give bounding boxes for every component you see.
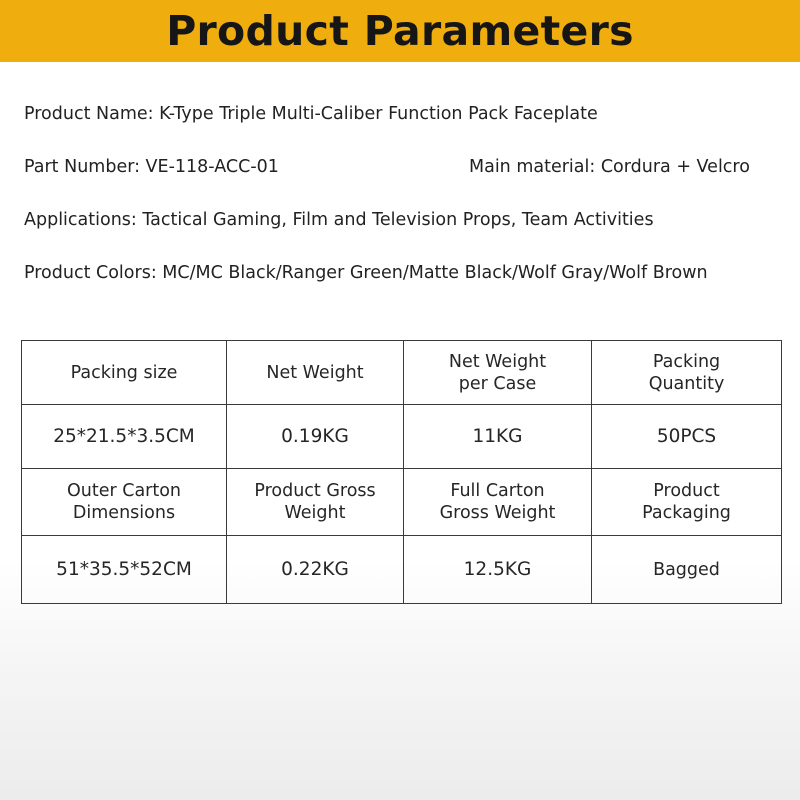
table-header-cell bbox=[592, 341, 782, 405]
value-net-weight: 0.19KG bbox=[281, 425, 349, 447]
table-header-cell bbox=[592, 469, 782, 536]
value-product-gross-weight: 0.22KG bbox=[281, 558, 349, 580]
title-banner bbox=[0, 0, 800, 62]
table-header-cell bbox=[404, 469, 592, 536]
table-header-cell bbox=[227, 341, 404, 405]
table-cell bbox=[227, 405, 404, 469]
table-row bbox=[22, 469, 782, 536]
table-cell bbox=[22, 405, 227, 469]
header-packing-quantity: Packing Quantity bbox=[648, 351, 725, 394]
table-header-cell bbox=[404, 341, 592, 405]
table-cell bbox=[404, 536, 592, 604]
value-full-carton-gross-weight: 12.5KG bbox=[463, 558, 532, 580]
value-packing-size: 25*21.5*3.5CM bbox=[53, 425, 195, 447]
product-name-line: Product Name: K-Type Triple Multi-Caliber Function Pack Faceplate bbox=[24, 104, 598, 124]
value-packing-quantity: 50PCS bbox=[656, 425, 717, 447]
value-net-weight-per-case: 11KG bbox=[472, 425, 523, 447]
table-row bbox=[22, 405, 782, 469]
table-cell bbox=[592, 405, 782, 469]
header-product-packaging: Product Packaging bbox=[642, 481, 731, 523]
header-net-weight-per-case: Net Weight per Case bbox=[448, 351, 547, 394]
spec-table bbox=[21, 340, 782, 604]
product-colors-line: Product Colors: MC/MC Black/Ranger Green/Matte Black/Wolf Gray/Wolf Brown bbox=[24, 263, 708, 283]
table-row bbox=[22, 341, 782, 405]
header-full-carton-gross-weight: Full Carton Gross Weight bbox=[439, 481, 556, 523]
table-cell bbox=[22, 536, 227, 604]
table-cell bbox=[592, 536, 782, 604]
table-cell bbox=[404, 405, 592, 469]
part-number-line: Part Number: VE-118-ACC-01 bbox=[24, 157, 279, 177]
header-product-gross-weight: Product Gross Weight bbox=[254, 481, 376, 523]
table-header-cell bbox=[22, 341, 227, 405]
main-material-line: Main material: Cordura + Velcro bbox=[469, 157, 750, 177]
table-cell bbox=[227, 536, 404, 604]
table-header-cell bbox=[22, 469, 227, 536]
header-packing-size: Packing size bbox=[70, 362, 178, 383]
page-title: Product Parameters bbox=[166, 7, 634, 55]
header-net-weight: Net Weight bbox=[266, 362, 364, 383]
value-outer-carton-dimensions: 51*35.5*52CM bbox=[56, 558, 192, 580]
header-outer-carton-dimensions: Outer Carton Dimensions bbox=[66, 481, 182, 523]
table-row bbox=[22, 536, 782, 604]
table-header-cell bbox=[227, 469, 404, 536]
applications-line: Applications: Tactical Gaming, Film and Television Props, Team Activities bbox=[24, 210, 654, 230]
value-product-packaging: Bagged bbox=[653, 559, 720, 580]
